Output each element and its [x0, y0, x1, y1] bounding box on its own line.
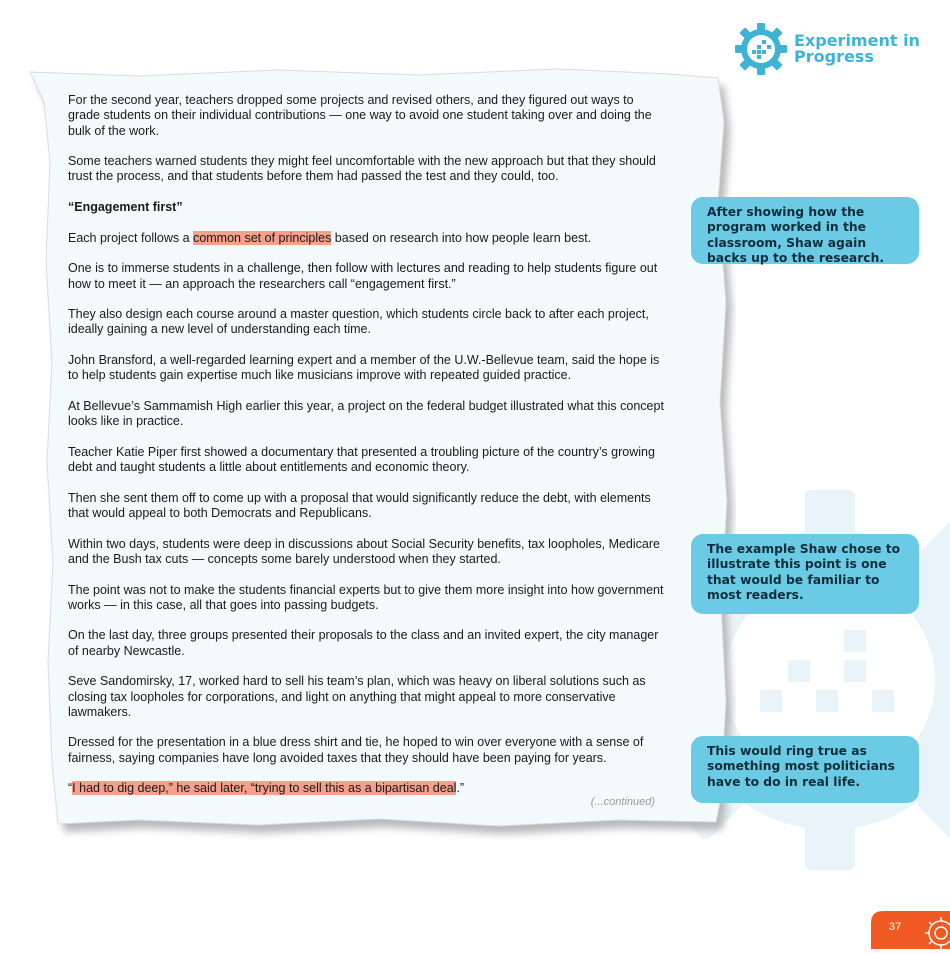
callout-research: After showing how the program worked in the classroom, Shaw again backs up to the research.	[691, 197, 919, 264]
logo-line-2: Progress	[794, 47, 874, 66]
paragraph-9: Then she sent them off to come up with a proposal that would significantly reduce the debt, with elements that would appeal to both Democrats and Republicans.	[68, 490, 651, 521]
logo-text	[794, 33, 920, 65]
section-heading: “Engagement first”	[68, 200, 183, 215]
quote-open: “	[68, 781, 73, 796]
paragraph-10: Within two days, students were deep in discussions about Social Security benefits, tax loopholes, Medicare and the Bush tax cuts — concepts some barely understood when they started.	[68, 536, 660, 566]
p3-after: based on research into how people learn best.	[331, 230, 592, 245]
paragraph-8: Teacher Katie Piper first showed a documentary that presented a troubling picture of the country’s growing debt and taught students a little about entitlements and economic theory.	[68, 444, 655, 475]
paragraph-6: John Bransford, a well-regarded learning expert and a member of the U.W.-Bellevue team, said the hope is to help students gain expertise much like musicians improve with repeated guided practice.	[68, 353, 660, 383]
paragraph-13: Seve Sandomirsky, 17, worked hard to sell his team’s plan, which was heavy on liberal solutions such as closing tax loopholes for corporations, and light on anything that might appeal to more conservative lawmakers.	[68, 674, 646, 719]
experiment-in-progress-logo	[734, 22, 934, 80]
page-number: 37	[889, 921, 902, 933]
article-body	[68, 93, 668, 812]
callout-example: The example Shaw chose to illustrate this point is one that would be familiar to most readers.	[691, 534, 919, 614]
paragraph-7: At Bellevue’s Sammamish High earlier this year, a project on the federal budget illustrated what this concept looks like in practice.	[68, 398, 664, 429]
p3-before: Each project follows a	[68, 230, 194, 245]
paragraph-14: Dressed for the presentation in a blue dress shirt and tie, he hoped to win over everyone with a sense of fairness, saying companies have long avoided taxes that they should have been paying for years.	[68, 735, 644, 765]
highlight-quote: I had to dig deep,” he said later, “trying to sell this as a bipartisan deal	[72, 781, 457, 796]
logo-line-1: Experiment in	[794, 31, 920, 50]
page-tab-shape	[871, 911, 950, 949]
paragraph-11: The point was not to make the students financial experts but to give them more insight into how government works — in this case, all that goes into passing budgets.	[68, 582, 664, 612]
paragraph-15	[68, 781, 668, 796]
quote-close: .”	[456, 781, 465, 796]
paragraph-3	[68, 231, 668, 246]
paragraph-2: Some teachers warned students they might feel uncomfortable with the new approach but that they should trust the process, and that students before them had passed the test and they could, too.	[68, 154, 656, 184]
continued-label: (...continued)	[590, 796, 655, 808]
page-number-tab	[871, 911, 950, 949]
paragraph-1: For the second year, teachers dropped some projects and revised others, and they figured out ways to grade students on their individual contributions — one way to avoid one student taking over and doing the bulk of the work.	[68, 93, 652, 138]
paragraph-5: They also design each course around a master question, which students circle back to after each project, ideally gaining a new level of understanding each time.	[68, 307, 649, 337]
callout-politicians: This would ring true as something most politicians have to do in real life.	[691, 736, 919, 803]
paragraph-12: On the last day, three groups presented their proposals to the class and an invited expert, the city manager of nearby Newcastle.	[68, 628, 659, 658]
highlight-principles: common set of principles	[193, 230, 332, 245]
paragraph-4: One is to immerse students in a challenge, then follow with lectures and reading to help students figure out how to meet it — an approach the researchers call “engagement first.”	[68, 261, 658, 291]
gear-logo-icon	[734, 22, 788, 76]
